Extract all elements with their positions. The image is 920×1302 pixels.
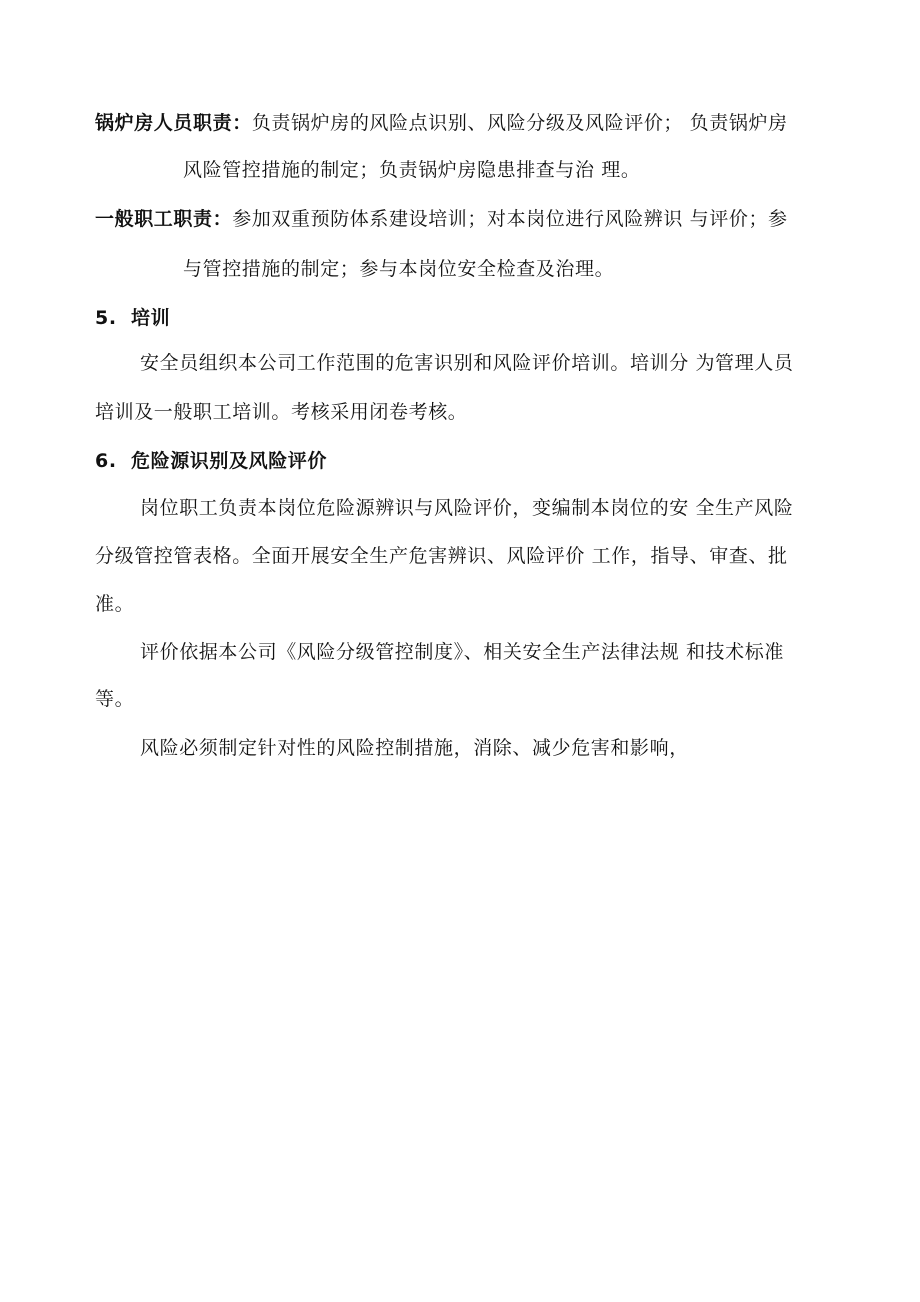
section-5-paragraph-line-1: 安全员组织本公司工作范围的危害识别和风险评价培训。培训分 为管理人员 xyxy=(140,352,794,374)
section-5-number: 5. xyxy=(95,307,117,329)
section-6-paragraph-1-line-3: 准。 xyxy=(95,593,135,615)
section-5-heading xyxy=(95,305,170,331)
section-6-paragraph-2-line-1: 评价依据本公司《风险分级管控制度》、相关安全生产法律法规 和技术标准 xyxy=(140,641,784,663)
boiler-duty-line-1 xyxy=(95,110,788,136)
boiler-duty-text: 负责锅炉房的风险点识别、风险分级及风险评价； 负责锅炉房 xyxy=(251,112,788,134)
section-6-title: 危险源识别及风险评价 xyxy=(131,450,328,472)
section-6-paragraph-3-line-1: 风险必须制定针对性的风险控制措施，消除、减少危害和影响， xyxy=(140,737,689,759)
section-5-paragraph-line-2: 培训及一般职工培训。考核采用闭卷考核。 xyxy=(95,401,468,423)
worker-duty-line-2: 与管控措施的制定；参与本岗位安全检查及治理。 xyxy=(183,258,615,280)
section-6-paragraph-1-line-1: 岗位职工负责本岗位危险源辨识与风险评价，变编制本岗位的安 全生产风险 xyxy=(140,497,794,519)
boiler-duty-label: 锅炉房人员职责： xyxy=(95,112,252,134)
worker-duty-text: 参加双重预防体系建设培训；对本岗位进行风险辨识 与评价；参 xyxy=(232,208,788,230)
boiler-duty-line-2: 风险管控措施的制定；负责锅炉房隐患排查与治 理。 xyxy=(183,159,641,181)
section-6-heading xyxy=(95,448,327,474)
worker-duty-label: 一般职工职责： xyxy=(95,208,233,230)
section-6-number: 6. xyxy=(95,450,117,472)
worker-duty-line-1 xyxy=(95,206,788,232)
section-5-title: 培训 xyxy=(131,307,171,329)
section-6-paragraph-2-line-2: 等。 xyxy=(95,688,135,710)
section-6-paragraph-1-line-2: 分级管控管表格。全面开展安全生产危害辨识、风险评价 工作，指导、审查、批 xyxy=(95,545,788,567)
